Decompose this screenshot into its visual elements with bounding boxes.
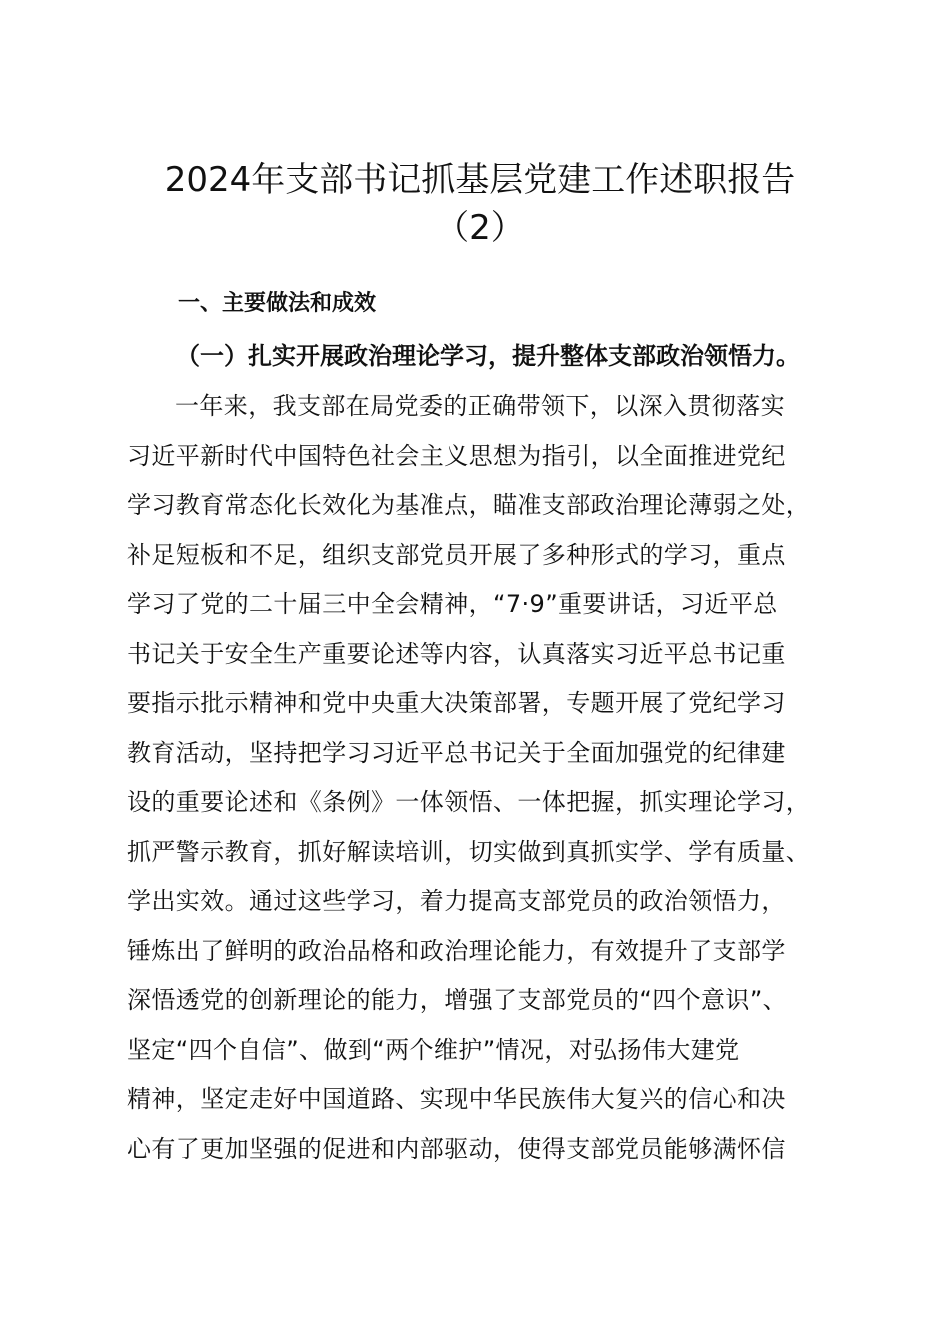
paragraph-line: 学习了党的二十届三中全会精神，“7·9”重要讲话，习近平总: [127, 590, 778, 618]
paragraph-line: 习近平新时代中国特色社会主义思想为指引，以全面推进党纪: [127, 441, 786, 470]
paragraph-line: 教育活动，坚持把学习习近平总书记关于全面加强党的纪律建: [127, 738, 786, 767]
subsection-heading: （一）扎实开展政治理论学习，提升整体支部政治领悟力。: [176, 342, 800, 370]
paragraph-line: 锤炼出了鲜明的政治品格和政治理论能力，有效提升了支部学: [127, 936, 786, 965]
body-paragraph: [127, 388, 867, 1180]
paragraph-line: 一年来，我支部在局党委的正确带领下，以深入贯彻落实: [175, 392, 785, 420]
document-title: 2024年支部书记抓基层党建工作述职报告: [164, 160, 796, 200]
section-heading: 一、主要做法和成效: [178, 291, 377, 316]
paragraph-line: 坚定“四个自信”、做到“两个维护”情况，对弘扬伟大建党: [127, 1035, 740, 1064]
paragraph-line: 精神，坚定走好中国道路、实现中华民族伟大复兴的信心和决: [127, 1085, 786, 1113]
paragraph-line: 抓严警示教育，抓好解读培训，切实做到真抓实学、学有质量、: [127, 837, 811, 866]
paragraph-line: 要指示批示精神和党中央重大决策部署，专题开展了党纪学习: [127, 689, 786, 717]
paragraph-line: 学出实效。通过这些学习，着力提高支部党员的政治领悟力，: [127, 887, 786, 915]
paragraph-line: 心有了更加坚强的促进和内部驱动，使得支部党员能够满怀信: [127, 1134, 786, 1163]
document-title-number: （2）: [435, 208, 525, 248]
paragraph-line: 深悟透党的创新理论的能力，增强了支部党员的“四个意识”、: [127, 986, 788, 1014]
paragraph-line: 补足短板和不足，组织支部党员开展了多种形式的学习，重点: [127, 540, 786, 569]
paragraph-line: 学习教育常态化长效化为基准点，瞄准支部政治理论薄弱之处，: [127, 491, 811, 519]
paragraph-line: 书记关于安全生产重要论述等内容，认真落实习近平总书记重: [127, 639, 786, 668]
paragraph-line: 设的重要论述和《条例》一体领悟、一体把握，抓实理论学习，: [127, 788, 811, 816]
